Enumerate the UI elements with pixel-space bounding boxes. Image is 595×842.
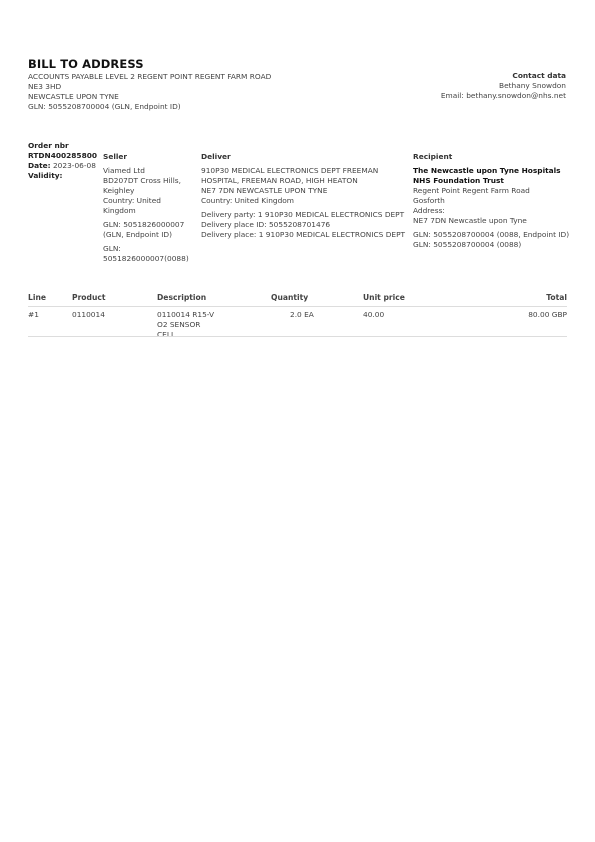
cell-quantity: 2.0 EA bbox=[290, 310, 314, 319]
bill-to-address bbox=[28, 72, 358, 112]
recipient-line: Regent Point Regent Farm Road bbox=[413, 186, 530, 195]
header-line: Line bbox=[28, 293, 46, 302]
recipient-gln: GLN: 5055208700004 (0088) bbox=[413, 240, 522, 249]
delivery-place: Delivery place: 1 910P30 MEDICAL ELECTRONICS DEPT bbox=[201, 230, 406, 239]
recipient-gln: GLN: 5055208700004 (0088, Endpoint ID) bbox=[413, 230, 570, 239]
seller-block bbox=[103, 152, 195, 264]
header-total: Total bbox=[546, 293, 567, 302]
bill-to-line: GLN: 5055208700004 (GLN, Endpoint ID) bbox=[28, 102, 181, 111]
order-date-value: 2023-06-08 bbox=[52, 161, 96, 170]
cell-unit-price: 40.00 bbox=[363, 310, 385, 319]
bill-to-line: NEWCASTLE UPON TYNE bbox=[28, 92, 119, 101]
order-info bbox=[28, 141, 108, 181]
header-divider bbox=[28, 306, 567, 307]
cell-line: #1 bbox=[28, 310, 39, 319]
seller-line: Keighley bbox=[103, 186, 135, 195]
seller-line: Kingdom bbox=[103, 206, 136, 215]
contact-label: Contact data bbox=[512, 71, 566, 80]
header-description: Description bbox=[157, 293, 207, 302]
delivery-party: Delivery party: 1 910P30 MEDICAL ELECTRONICS DEPT bbox=[201, 210, 405, 219]
bill-to-title: BILL TO ADDRESS bbox=[28, 57, 144, 71]
seller-line: BD207DT Cross Hills, bbox=[103, 176, 181, 185]
bill-to-line: ACCOUNTS PAYABLE LEVEL 2 REGENT POINT REGENT FARM ROAD bbox=[28, 72, 272, 81]
recipient-name: The Newcastle upon Tyne Hospitals NHS Foundation Trust bbox=[413, 166, 561, 185]
order-nbr-label: Order nbr bbox=[28, 141, 69, 150]
header-unit-price: Unit price bbox=[363, 293, 405, 302]
deliver-line: Country: United Kingdom bbox=[201, 196, 294, 205]
contact-block bbox=[366, 71, 566, 101]
cell-product: 0110014 bbox=[72, 310, 105, 319]
recipient-line: NE7 7DN Newcastle upon Tyne bbox=[413, 216, 527, 225]
seller-gln: GLN: 5051826000007(0088) bbox=[103, 244, 189, 263]
header-product: Product bbox=[72, 293, 106, 302]
row-divider bbox=[28, 336, 567, 337]
seller-gln: GLN: 5051826000007 (GLN, Endpoint ID) bbox=[103, 220, 185, 239]
delivery-place-id: Delivery place ID: 5055208701476 bbox=[201, 220, 331, 229]
order-date bbox=[28, 161, 108, 171]
recipient-line: Gosforth bbox=[413, 196, 445, 205]
seller-line: Viamed Ltd bbox=[103, 166, 145, 175]
deliver-block bbox=[201, 152, 406, 240]
seller-line: Country: United bbox=[103, 196, 161, 205]
deliver-line: 910P30 MEDICAL ELECTRONICS DEPT FREEMAN HOSPITAL, FREEMAN ROAD, HIGH HEATON bbox=[201, 166, 379, 185]
order-date-label: Date: bbox=[28, 161, 51, 170]
cell-description: 0110014 R15-V O2 SENSOR CELL bbox=[157, 310, 215, 339]
contact-name: Bethany Snowdon bbox=[499, 81, 566, 90]
order-nbr-value: RTDN400285800 bbox=[28, 151, 98, 160]
deliver-line: NE7 7DN NEWCASTLE UPON TYNE bbox=[201, 186, 328, 195]
seller-label: Seller bbox=[103, 152, 128, 161]
deliver-label: Deliver bbox=[201, 152, 231, 161]
header-quantity: Quantity bbox=[271, 293, 309, 302]
recipient-block bbox=[413, 152, 573, 250]
recipient-line: Address: bbox=[413, 206, 445, 215]
bill-to-line: NE3 3HD bbox=[28, 82, 62, 91]
recipient-label: Recipient bbox=[413, 152, 453, 161]
order-validity-label: Validity: bbox=[28, 171, 63, 180]
table-header bbox=[28, 293, 567, 305]
cell-total: 80.00 GBP bbox=[528, 310, 567, 319]
contact-email[interactable]: Email: bethany.snowdon@nhs.net bbox=[440, 91, 566, 100]
